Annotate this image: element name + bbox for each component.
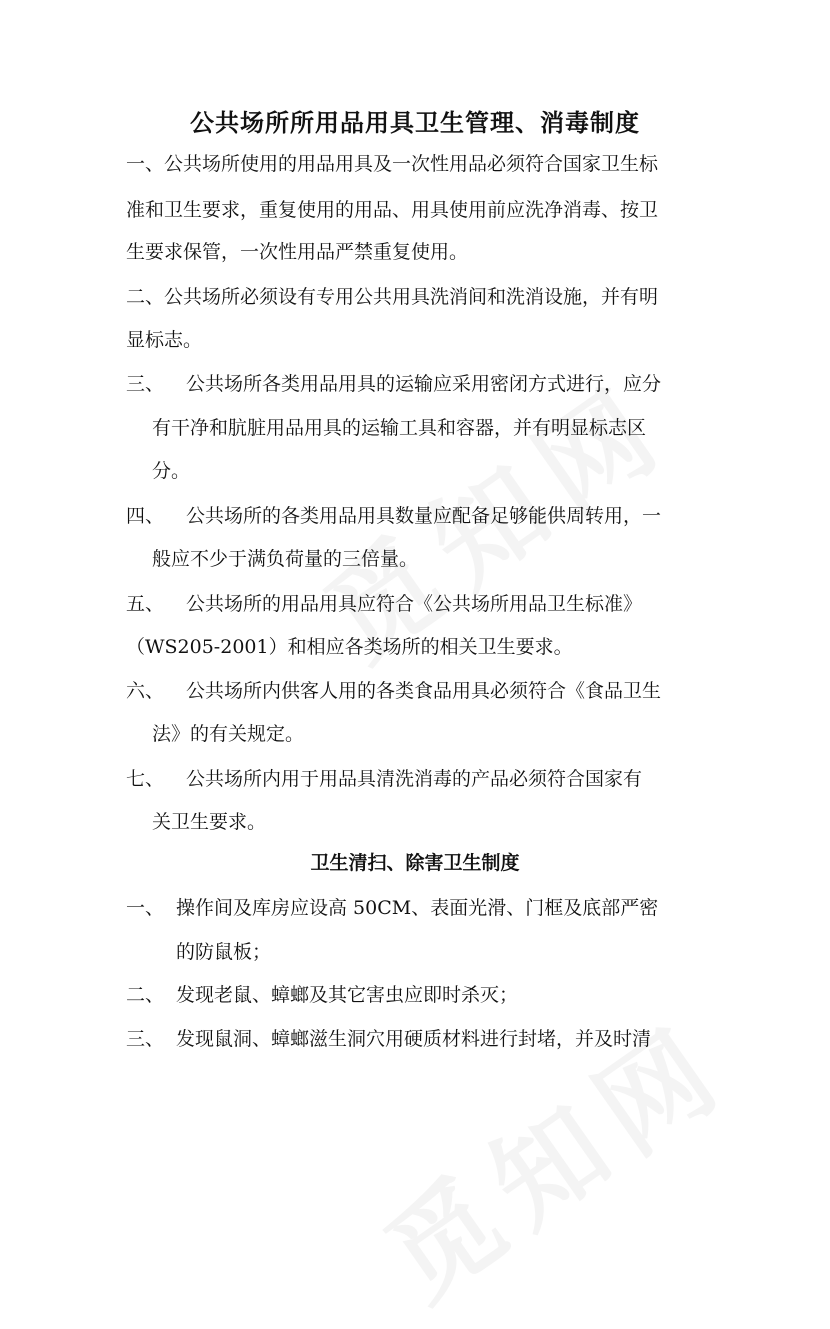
list-number: 三、	[126, 373, 165, 395]
paragraph-line: 有干净和肮脏用品用具的运输工具和容器，并有明显标志区	[152, 417, 647, 439]
paragraph-line: 关卫生要求。	[152, 811, 267, 833]
paragraph-line: 公共场所的各类用品用具数量应配备足够能供周转用，一	[186, 505, 662, 527]
list-number: 四、	[126, 505, 165, 527]
list-number: 三、	[126, 1028, 165, 1050]
paragraph-line: 操作间及库房应设高 50CM、表面光滑、门框及底部严密	[176, 897, 659, 919]
section-subtitle: 卫生清扫、除害卫生制度	[310, 852, 520, 874]
paragraph-line: 公共场所各类用品用具的运输应采用密闭方式进行，应分	[186, 373, 662, 395]
paragraph-line: 二、公共场所必须设有专用公共用具洗消间和洗消设施，并有明	[126, 286, 659, 308]
list-number: 二、	[126, 984, 165, 1006]
paragraph-line: 发现鼠洞、蟑螂滋生洞穴用硬质材料进行封堵，并及时清	[176, 1028, 652, 1050]
list-number: 六、	[126, 680, 165, 702]
list-number: 一、	[126, 897, 165, 919]
paragraph-line: 法》的有关规定。	[152, 723, 305, 745]
paragraph-line: 准和卫生要求，重复使用的用品、用具使用前应洗净消毒、按卫	[126, 199, 659, 221]
paragraph-line: 公共场所内供客人用的各类食品用具必须符合《食品卫生	[186, 680, 662, 702]
paragraph-line: 公共场所内用于用品具清洗消毒的产品必须符合国家有	[186, 768, 643, 790]
paragraph-line: 分。	[152, 460, 191, 482]
paragraph-line: 的防鼠板；	[176, 941, 272, 963]
document-title: 公共场所所用品用具卫生管理、消毒制度	[190, 108, 640, 137]
paragraph-line: 般应不少于满负荷量的三倍量。	[152, 548, 419, 570]
paragraph-line: （WS205-2001）和相应各类场所的相关卫生要求。	[126, 636, 573, 658]
paragraph-line: 显标志。	[126, 329, 203, 351]
paragraph-line: 生要求保管，一次性用品严禁重复使用。	[126, 241, 469, 263]
list-number: 五、	[126, 593, 165, 615]
paragraph-line: 一、公共场所使用的用品用具及一次性用品必须符合国家卫生标	[126, 153, 659, 175]
paragraph-line: 发现老鼠、蟑螂及其它害虫应即时杀灭；	[176, 984, 519, 1006]
list-number: 七、	[126, 768, 165, 790]
paragraph-line: 公共场所的用品用具应符合《公共场所用品卫生标准》	[186, 593, 643, 615]
